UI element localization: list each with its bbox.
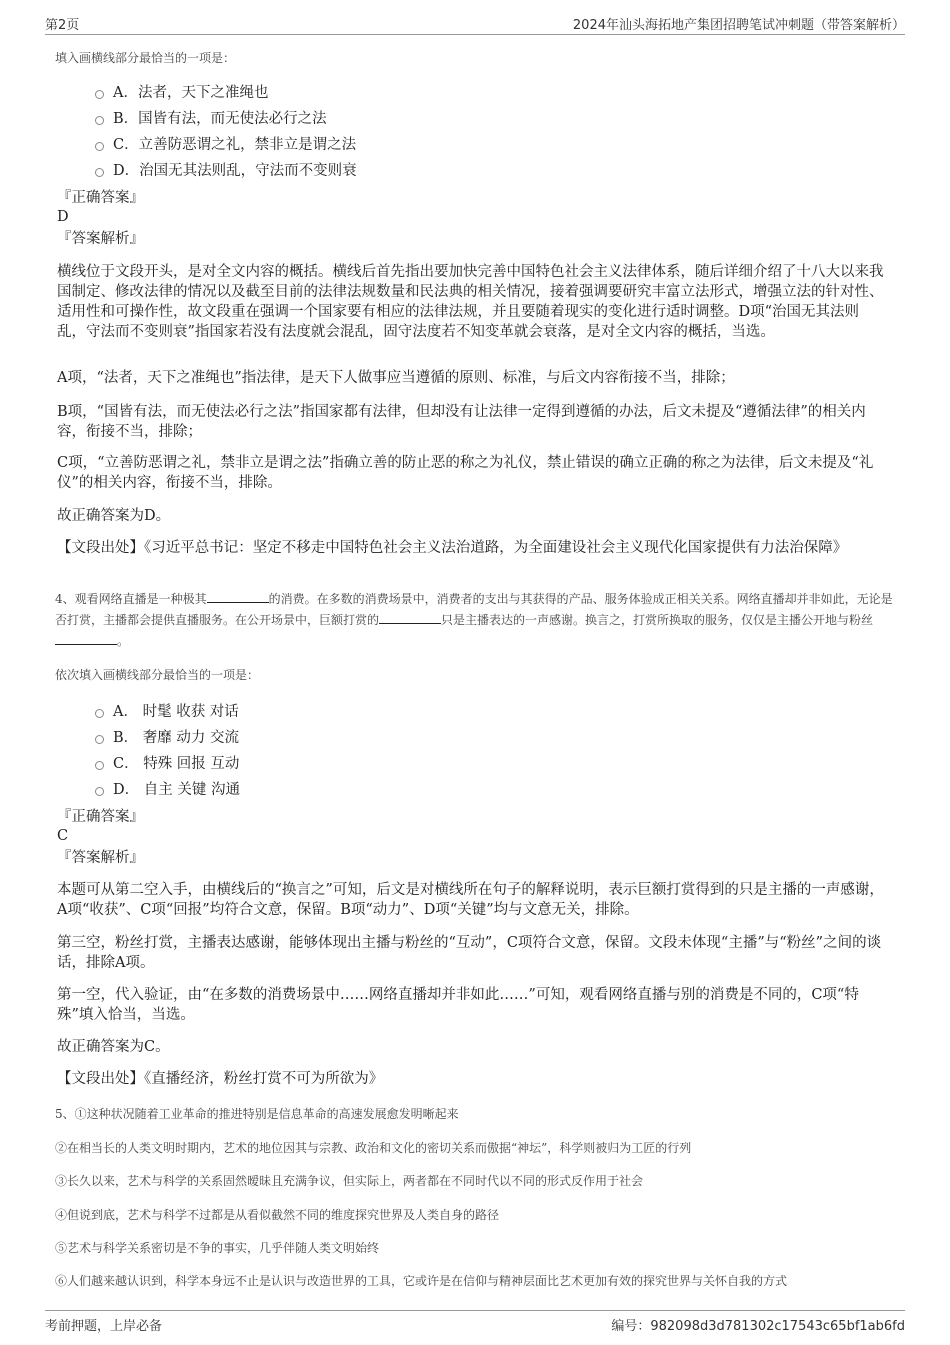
option-label: B．国皆有法，而无使法必行之法 xyxy=(113,110,327,127)
radio-icon[interactable] xyxy=(95,709,104,718)
option-label: D．治国无其法则乱，守法而不变则衰 xyxy=(113,162,357,179)
option-label: C． 特殊 回报 互动 xyxy=(113,755,240,772)
radio-icon[interactable] xyxy=(95,142,104,151)
option-label: B． 奢靡 动力 交流 xyxy=(113,729,239,746)
page-footer xyxy=(45,1310,905,1333)
option-c[interactable] xyxy=(95,130,895,156)
q5-sentence: ②在相当长的人类文明时期内，艺术的地位因其与宗教、政治和文化的密切关系而傲据“神坛”，科学则被归为工匠的行列 xyxy=(55,1141,692,1155)
option-a[interactable] xyxy=(95,78,895,104)
q4-options xyxy=(95,697,895,801)
source-citation: 【文段出处】《习近平总书记：坚定不移走中国特色社会主义法治道路，为全面建设社会主义现代化国家提供有力法治保障》 xyxy=(57,540,848,556)
conclusion: 故正确答案为D。 xyxy=(57,508,171,524)
source-citation: 【文段出处】《直播经济，粉丝打赏不可为所欲为》 xyxy=(57,1071,384,1087)
option-b[interactable] xyxy=(95,723,895,749)
fill-blank xyxy=(55,632,117,645)
q5-sentence: ③长久以来，艺术与科学的关系固然暧昧且充满争议，但实际上，两者都在不同时代以不同的形式反作用于社会 xyxy=(55,1174,644,1188)
stem-text: 只是主播表达的一声感谢。换言之，打赏所换取的服务，仅仅是主播公开地与粉丝 xyxy=(441,613,874,627)
radio-icon[interactable] xyxy=(95,787,104,796)
page-header xyxy=(45,12,905,35)
page-number: 第2页 xyxy=(45,18,80,33)
option-b[interactable] xyxy=(95,104,895,130)
radio-icon[interactable] xyxy=(95,116,104,125)
option-label: A． 时髦 收获 对话 xyxy=(113,703,239,720)
q5-sentence: ⑤艺术与科学关系密切是不争的事实，几乎伴随人类文明始终 xyxy=(55,1241,380,1255)
analysis-paragraph: 第一空，代入验证，由“在多数的消费场景中……网络直播却并非如此……”可知，观看网络直播与别的消费是不同的，C项“特殊”填入恰当，当选。 xyxy=(57,987,859,1023)
document-title: 2024年汕头海拓地产集团招聘笔试冲刺题（带答案解析） xyxy=(572,18,905,33)
answer-value: D xyxy=(57,209,69,225)
radio-icon[interactable] xyxy=(95,168,104,177)
stem-text: 的消费。在多数的消费场景中，消费者的支出与其获得的产品、服务体验成正相关关系。网络直播却并非如此，无论是否打赏，主播都会提供直播服务。在公开场景中，巨额打赏的 xyxy=(55,592,893,627)
option-d[interactable] xyxy=(95,775,895,801)
analysis-paragraph: 本题可从第二空入手，由横线后的“换言之”可知，后文是对横线所在句子的解释说明，表示巨额打赏得到的只是主播的一声感谢，A项“收获”、C项“回报”均符合文意，保留。B项“动力”、D项“关键”均与文意无关，排除。 xyxy=(57,882,884,918)
q4-prompt: 依次填入画横线部分最恰当的一项是： xyxy=(55,668,260,682)
analysis-paragraph: A项，“法者，天下之准绳也”指法律，是天下人做事应当遵循的原则、标准，与后文内容衔接不当，排除； xyxy=(57,370,735,386)
option-c[interactable] xyxy=(95,749,895,775)
answer-value: C xyxy=(57,828,69,844)
option-label: A．法者，天下之准绳也 xyxy=(113,84,269,101)
q5-sentence: ⑥人们越来越认识到，科学本身远不止是认识与改造世界的工具，它或许是在信仰与精神层面比艺术更加有效的探究世界与关怀自我的方式 xyxy=(55,1274,788,1288)
conclusion: 故正确答案为C。 xyxy=(57,1039,170,1055)
radio-icon[interactable] xyxy=(95,735,104,744)
option-label: D． 自主 关键 沟通 xyxy=(113,781,240,798)
q3-prompt: 填入画横线部分最恰当的一项是： xyxy=(55,51,236,65)
answer-heading: 『正确答案』 xyxy=(57,809,144,825)
option-label: C．立善防恶谓之礼，禁非立是谓之法 xyxy=(113,136,357,153)
stem-text: 。 xyxy=(117,634,130,648)
option-d[interactable] xyxy=(95,156,895,182)
analysis-paragraph: 横线位于文段开头，是对全文内容的概括。横线后首先指出要加快完善中国特色社会主义法律体系，随后详细介绍了十八大以来我国制定、修改法律的情况以及截至目前的法律法规数量和民法典的相关情况，接着强调要研究丰富立法形式，增强立法的针对性、适用性和可操作性，故文段重在强调一个国家要有相应的法律法规，并且要随着现实的变化进行适时调整。D项“治国无其法则乱，守法而不变则衰”指国家若没有法度就会混乱，固守法度若不知变革就会衰落，是对全文内容的概括，当选。 xyxy=(57,264,884,340)
answer-heading: 『正确答案』 xyxy=(57,190,144,206)
radio-icon[interactable] xyxy=(95,761,104,770)
q5-sentence: 5、①这种状况随着工业革命的推进特别是信息革命的高速发展愈发明晰起来 xyxy=(55,1107,459,1121)
radio-icon[interactable] xyxy=(95,90,104,99)
footer-slogan: 考前押题，上岸必备 xyxy=(45,1319,163,1334)
fill-blank xyxy=(207,590,269,603)
q3-options xyxy=(95,78,895,182)
document-id: 编号：982098d3d781302c17543c65bf1ab6fd xyxy=(611,1319,905,1334)
analysis-paragraph: 第三空，粉丝打赏，主播表达感谢，能够体现出主播与粉丝的“互动”，C项符合文意，保留。文段未体现“主播”与“粉丝”之间的谈话，排除A项。 xyxy=(57,935,882,971)
stem-text: 4、观看网络直播是一种极其 xyxy=(55,592,207,606)
q4-stem xyxy=(55,589,895,652)
fill-blank xyxy=(379,611,441,624)
analysis-heading: 『答案解析』 xyxy=(57,231,144,247)
q5-sentence: ④但说到底，艺术与科学不过都是从看似截然不同的维度探究世界及人类自身的路径 xyxy=(55,1208,500,1222)
analysis-heading: 『答案解析』 xyxy=(57,850,144,866)
option-a[interactable] xyxy=(95,697,895,723)
analysis-paragraph: C项，“立善防恶谓之礼，禁非立是谓之法”指确立善的防止恶的称之为礼仪，禁止错误的确立正确的称之为法律，后文未提及“礼仪”的相关内容，衔接不当，排除。 xyxy=(57,455,874,491)
analysis-paragraph: B项，“国皆有法，而无使法必行之法”指国家都有法律，但却没有让法律一定得到遵循的办法，后文未提及“遵循法律”的相关内容，衔接不当，排除； xyxy=(57,404,866,440)
